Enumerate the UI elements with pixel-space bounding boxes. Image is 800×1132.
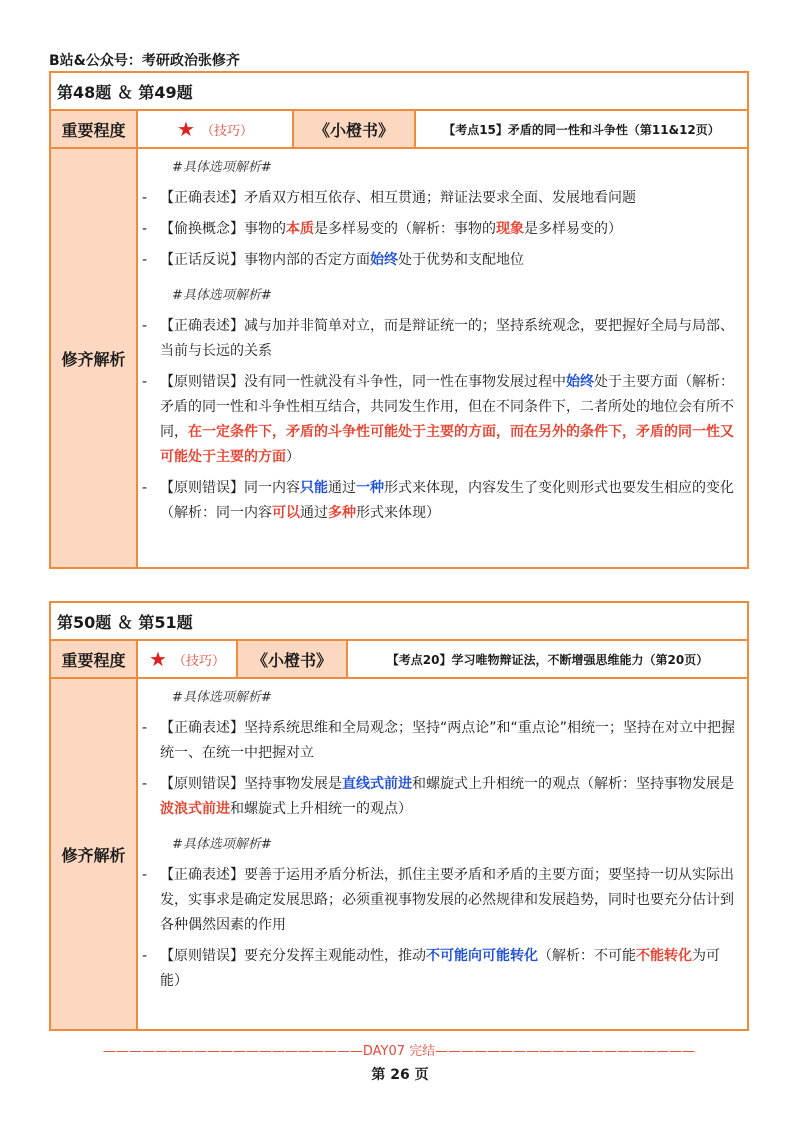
bullet-dash: - <box>142 221 148 237</box>
option-text <box>160 944 739 994</box>
highlight-red: 现象 <box>496 221 524 237</box>
bullet-dash: - <box>142 318 148 334</box>
option-text <box>160 248 739 273</box>
analysis-row <box>51 679 747 1029</box>
option-item <box>142 716 739 766</box>
text-run: 【原则错误】没有同一性就没有斗争性，同一性在事物发展过程中 <box>160 374 566 390</box>
text-run: 【正确表述】减与加并非简单对立，而是辩证统一的；坚持系统观念，要把握好全局与局部、当前与长远的关系 <box>160 318 734 359</box>
bullet-dash: - <box>142 720 148 736</box>
analysis-label: 修齐解析 <box>51 149 138 567</box>
text-run: 是多样易变的） <box>524 221 622 237</box>
option-text <box>160 476 739 526</box>
option-text <box>160 772 739 822</box>
option-text <box>160 716 739 766</box>
option-analysis-subtitle: #具体选项解析# <box>172 690 272 705</box>
option-text <box>160 186 739 211</box>
highlight-red: 在一定条件下，矛盾的斗争性可能处于主要的方面，而在另外的条件下，矛盾的同一性又可能处于主要的方面 <box>160 424 734 465</box>
exam-point: 【考点15】矛盾的同一性和斗争性（第11&12页） <box>443 122 720 137</box>
highlight-blue: 只能 <box>300 480 328 496</box>
highlight-blue: 始终 <box>566 374 594 390</box>
bullet-dash: - <box>142 252 148 268</box>
rating-cell <box>138 111 294 147</box>
text-run: （解析：不可能 <box>538 948 636 964</box>
bullet-dash: - <box>142 480 148 496</box>
star-icon: ★ <box>149 647 167 671</box>
option-item <box>142 476 739 526</box>
rating-tag: （技巧） <box>172 653 225 669</box>
book-title: 《小橙书》 <box>238 641 348 677</box>
highlight-blue: 始终 <box>370 252 398 268</box>
highlight-red: 多种 <box>328 505 356 521</box>
option-analysis-subtitle: #具体选项解析# <box>172 160 272 175</box>
rating-cell <box>138 641 238 677</box>
option-analysis-subtitle: #具体选项解析# <box>172 288 272 303</box>
exam-point: 【考点20】学习唯物辩证法，不断增强思维能力（第20页） <box>386 652 709 667</box>
text-run: 【正话反说】事物内部的否定方面 <box>160 252 370 268</box>
option-item <box>142 217 739 242</box>
text-run: 和螺旋式上升相统一的观点（解析：坚持事物发展是 <box>412 776 734 792</box>
text-run: 【偷换概念】事物的 <box>160 221 286 237</box>
option-text <box>160 314 739 364</box>
importance-row <box>51 641 747 679</box>
option-text <box>160 217 739 242</box>
importance-label: 重要程度 <box>51 111 138 147</box>
highlight-blue: 一种 <box>356 480 384 496</box>
star-icon: ★ <box>177 117 195 141</box>
option-item <box>142 772 739 822</box>
highlight-blue: 不可能向可能转化 <box>426 948 538 964</box>
text-run: 【原则错误】坚持事物发展是 <box>160 776 342 792</box>
page-number: 第 26 页 <box>371 1067 429 1083</box>
option-item <box>142 314 739 364</box>
question-block-50-51 <box>49 601 749 1031</box>
analysis-row <box>51 149 747 567</box>
book-title: 《小橙书》 <box>294 111 416 147</box>
importance-label: 重要程度 <box>51 641 138 677</box>
option-analysis-subtitle: #具体选项解析# <box>172 837 272 852</box>
text-run: 【正确表述】坚持系统思维和全局观念；坚持“两点论”和“重点论”相统一；坚持在对立中把握统一、在统一中把握对立 <box>160 720 736 761</box>
text-run: 处于主要方面（解析：矛盾的同一性和斗争性相互结合，共同发生作用，但在不同条件下，二者所处的地位会有所不同， <box>160 374 734 440</box>
option-item <box>142 944 739 994</box>
highlight-red: 波浪式前进 <box>160 801 230 817</box>
highlight-red: 可以 <box>272 505 300 521</box>
day-end-divider: ————————————————————DAY07 完结———————————————————— <box>102 1044 696 1059</box>
rating-tag: （技巧） <box>200 123 253 139</box>
option-text <box>160 370 739 470</box>
block-title: 第48题 ＆ 第49题 <box>51 73 747 111</box>
page-header: B站&公众号：考研政治张修齐 <box>49 53 240 69</box>
bullet-dash: - <box>142 374 148 390</box>
option-item <box>142 248 739 273</box>
text-run: 形式来体现，内容发生了变化则形式也要发生相应的变化（解析：同一内容 <box>160 480 734 521</box>
question-block-48-49 <box>49 71 749 569</box>
highlight-red: 本质 <box>286 221 314 237</box>
analysis-content <box>138 149 747 567</box>
option-text <box>160 863 739 938</box>
text-run: 【正确表述】矛盾双方相互依存、相互贯通；辩证法要求全面、发展地看问题 <box>160 190 636 206</box>
option-item <box>142 186 739 211</box>
bullet-dash: - <box>142 190 148 206</box>
text-run: 处于优势和支配地位 <box>398 252 524 268</box>
text-run: 为可能） <box>160 948 720 989</box>
analysis-content <box>138 679 747 1029</box>
text-run: 形式来体现） <box>356 505 440 521</box>
text-run: ） <box>286 449 300 465</box>
text-run: 【原则错误】要充分发挥主观能动性，推动 <box>160 948 426 964</box>
bullet-dash: - <box>142 776 148 792</box>
text-run: 通过 <box>300 505 328 521</box>
highlight-red: 不能转化 <box>636 948 692 964</box>
text-run: 和螺旋式上升相统一的观点） <box>230 801 412 817</box>
text-run: 是多样易变的（解析：事物的 <box>314 221 496 237</box>
text-run: 【原则错误】同一内容 <box>160 480 300 496</box>
bullet-dash: - <box>142 867 148 883</box>
text-run: 通过 <box>328 480 356 496</box>
block-title: 第50题 ＆ 第51题 <box>51 603 747 641</box>
analysis-label: 修齐解析 <box>51 679 138 1029</box>
option-item <box>142 863 739 938</box>
option-item <box>142 370 739 470</box>
text-run: 【正确表述】要善于运用矛盾分析法，抓住主要矛盾和矛盾的主要方面；要坚持一切从实际出发，实事求是确定发展思路；必须重视事物发展的必然规律和发展趋势，同时也要充分估计到各种偶然因素的作用 <box>160 867 734 933</box>
importance-row <box>51 111 747 149</box>
highlight-blue: 直线式前进 <box>342 776 412 792</box>
bullet-dash: - <box>142 948 148 964</box>
